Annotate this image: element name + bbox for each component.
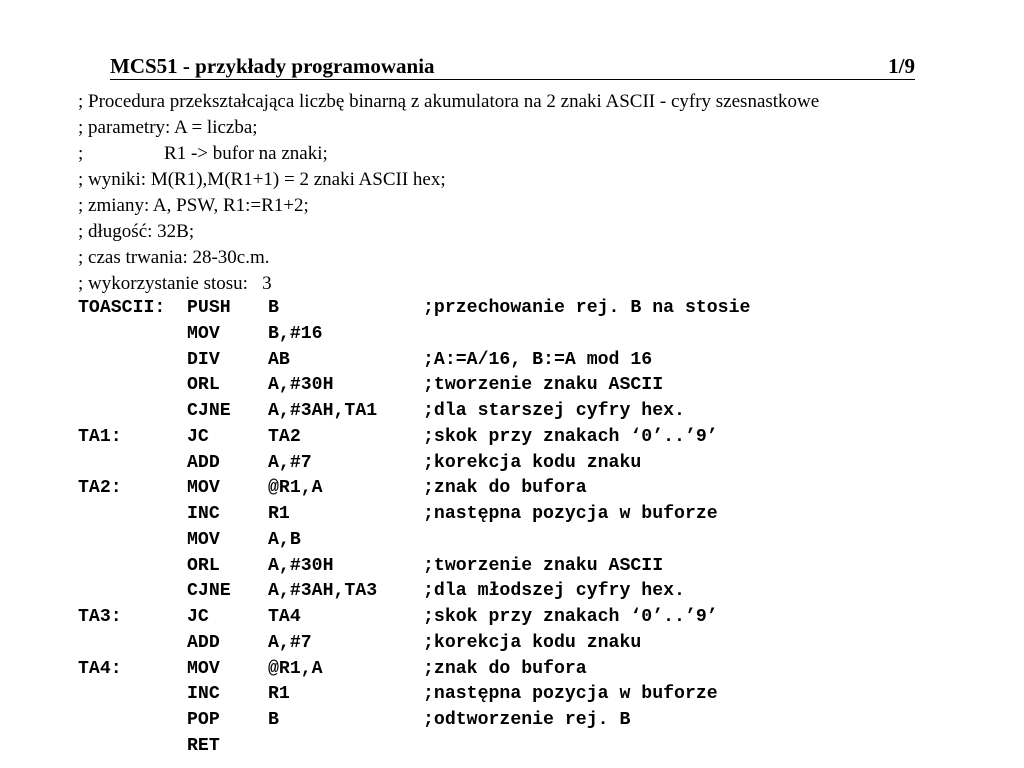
comment-line: ; czas trwania: 28-30c.m. — [78, 247, 270, 268]
code-comment: ;znak do bufora — [423, 658, 587, 679]
code-comment: ;korekcja kodu znaku — [423, 632, 642, 653]
procedure-description — [78, 89, 819, 297]
slide-title: MCS51 - przykłady programowania — [110, 54, 435, 78]
code-comment: ;odtworzenie rej. B — [423, 710, 631, 730]
comment-line: ; zmiany: A, PSW, R1:=R1+2; — [78, 195, 309, 216]
code-operand: R1 — [268, 684, 290, 705]
code-instruction: MOV — [187, 478, 220, 499]
code-instruction: ORL — [187, 375, 220, 396]
code-operand: A,#30H — [268, 375, 334, 396]
code-operand: A,#7 — [268, 452, 312, 473]
code-comment: ;dla starszej cyfry hex. — [423, 401, 685, 421]
code-comment: ;tworzenie znaku ASCII — [423, 375, 664, 396]
code-comment: ;skok przy znakach ‘0’..’9’ — [423, 607, 718, 627]
code-label: TA4: — [78, 658, 122, 679]
code-instruction: MOV — [187, 323, 220, 344]
comment-line: ; wykorzystanie stosu: 3 — [78, 273, 272, 294]
code-instruction: INC — [187, 504, 220, 524]
code-label: TA3: — [78, 607, 122, 627]
code-operand: TA4 — [268, 607, 301, 627]
code-operand: B — [268, 298, 279, 318]
comment-line: ; długość: 32B; — [78, 221, 195, 242]
code-label: TA2: — [78, 478, 122, 499]
code-operand: AB — [268, 349, 290, 370]
code-instruction: CJNE — [187, 401, 231, 421]
code-comment: ;skok przy znakach ‘0’..’9’ — [423, 426, 718, 447]
code-instruction: RET — [187, 735, 220, 756]
code-instruction: JC — [187, 607, 209, 627]
slide-header — [110, 53, 915, 80]
comment-line: ; wyniki: M(R1),M(R1+1) = 2 znaki ASCII hex; — [78, 169, 446, 190]
comment-line: ; R1 -> bufor na znaki; — [78, 143, 328, 164]
code-instruction: POP — [187, 710, 220, 730]
code-operand: B — [268, 710, 279, 730]
code-instruction: CJNE — [187, 581, 231, 602]
code-instruction: MOV — [187, 529, 220, 550]
code-instruction: JC — [187, 426, 209, 447]
code-comment: ;A:=A/16, B:=A mod 16 — [423, 349, 653, 370]
code-label: TA1: — [78, 426, 122, 447]
code-comment: ;następna pozycja w buforze — [423, 504, 718, 524]
code-operand: R1 — [268, 504, 290, 524]
code-operand: A,#7 — [268, 632, 312, 653]
code-label: TOASCII: — [78, 298, 166, 318]
code-operand: A,#30H — [268, 555, 334, 576]
code-comment: ;przechowanie rej. B na stosie — [423, 298, 751, 318]
code-operand: TA2 — [268, 426, 301, 447]
code-comment: ;następna pozycja w buforze — [423, 684, 718, 705]
code-operand: @R1,A — [268, 658, 323, 679]
code-comment: ;tworzenie znaku ASCII — [423, 555, 664, 576]
code-comment: ;dla młodszej cyfry hex. — [423, 581, 685, 602]
code-instruction: ORL — [187, 555, 220, 576]
code-instruction: MOV — [187, 658, 220, 679]
comment-line: ; parametry: A = liczba; — [78, 117, 258, 138]
comment-line: ; Procedura przekształcająca liczbę binarną z akumulatora na 2 znaki ASCII - cyfry szesnastkowe — [78, 91, 820, 112]
code-operand: @R1,A — [268, 478, 323, 499]
code-instruction: PUSH — [187, 298, 231, 318]
code-comment: ;korekcja kodu znaku — [423, 452, 642, 473]
code-operand: B,#16 — [268, 323, 323, 344]
code-operand: A,#3AH,TA1 — [268, 401, 378, 421]
code-operand: A,B — [268, 529, 301, 550]
code-instruction: ADD — [187, 632, 220, 653]
code-operand: A,#3AH,TA3 — [268, 581, 378, 602]
code-instruction: ADD — [187, 452, 220, 473]
code-comment: ;znak do bufora — [423, 478, 587, 499]
code-instruction: INC — [187, 684, 220, 705]
code-instruction: DIV — [187, 349, 220, 370]
page-number: 1/9 — [888, 54, 915, 78]
